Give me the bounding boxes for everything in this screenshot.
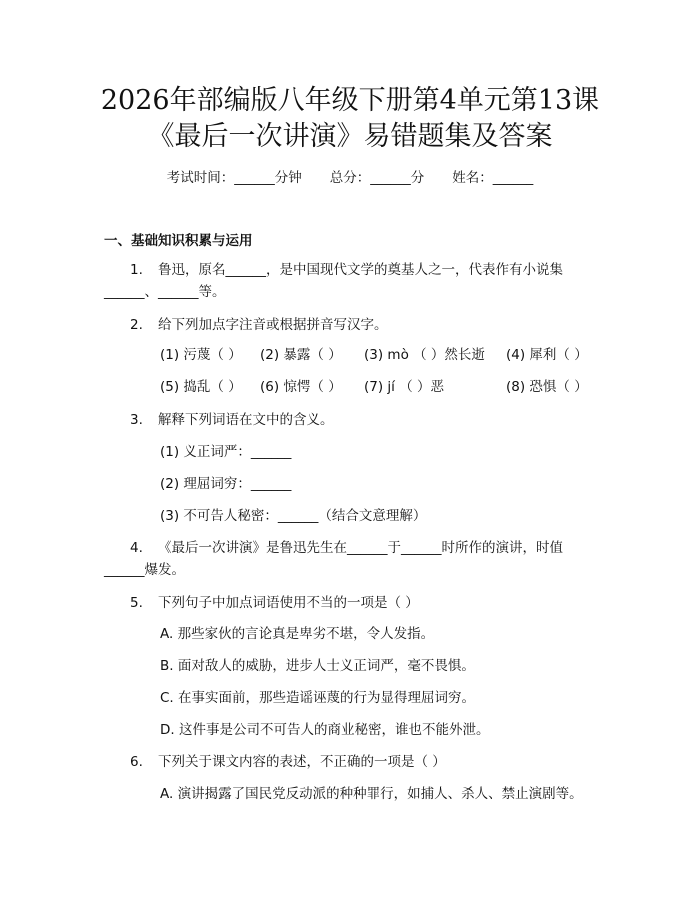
question-4: [104, 538, 563, 558]
question-4-continuation: ______爆发。: [104, 562, 185, 578]
title-line-2: 《最后一次讲演》易错题集及答案: [147, 121, 553, 152]
question-1-continuation: ______、______等。: [104, 284, 226, 300]
question-number: 3.: [130, 412, 143, 428]
question-text: 鲁迅，原名______，是中国现代文学的奠基人之一，代表作有小说集: [158, 262, 563, 278]
question-6: [104, 752, 446, 772]
question-2: [104, 315, 388, 335]
pinyin-item: (6) 惊愕（ ）: [260, 379, 342, 395]
exam-meta: [0, 168, 700, 188]
question-2-row-1: [160, 345, 588, 365]
answer-option: A. 演讲揭露了国民党反动派的种种罪行，如捕人、杀人、禁止演剧等。: [160, 786, 583, 802]
question-3: [104, 410, 334, 430]
definition-item: (1) 义正词严：______: [160, 444, 292, 460]
question-number: 5.: [130, 595, 143, 611]
pinyin-item: (4) 犀利（ ）: [506, 347, 588, 363]
answer-option: C. 在事实面前，那些造谣诬蔑的行为显得理屈词穷。: [160, 690, 476, 706]
exam-time: 考试时间：______分钟: [166, 170, 302, 186]
pinyin-item: (8) 恐惧（ ）: [506, 379, 588, 395]
question-number: 6.: [130, 754, 143, 770]
definition-item: (3) 不可告人秘密：______（结合文意理解）: [160, 508, 427, 524]
question-text: 《最后一次讲演》是鲁迅先生在______于______时所作的演讲，时值: [158, 540, 563, 556]
question-2-row-2: [160, 377, 588, 397]
answer-option: B. 面对敌人的威胁，进步人士义正词严，毫不畏惧。: [160, 658, 475, 674]
question-5: [104, 593, 419, 613]
question-text: 解释下列词语在文中的含义。: [158, 412, 334, 428]
pinyin-item: (1) 污蔑（ ）: [160, 347, 242, 363]
section-heading: 一、基础知识积累与运用: [104, 233, 253, 249]
title-line-1: 2026年部编版八年级下册第4单元第13课: [100, 85, 600, 116]
pinyin-item: (3) mò （ ）然长逝: [364, 347, 485, 363]
question-text: 下列句子中加点词语使用不当的一项是（ ）: [158, 595, 419, 611]
exam-score: 总分：______分: [329, 170, 425, 186]
question-1: [104, 260, 563, 280]
pinyin-item: (5) 捣乱（ ）: [160, 379, 242, 395]
question-text: 给下列加点字注音或根据拼音写汉字。: [158, 317, 388, 333]
student-name: 姓名：______: [452, 170, 534, 186]
definition-item: (2) 理屈词穷：______: [160, 476, 292, 492]
question-number: 1.: [130, 262, 143, 278]
answer-option: D. 这件事是公司不可告人的商业秘密，谁也不能外泄。: [160, 722, 490, 738]
question-number: 4.: [130, 540, 143, 556]
answer-option: A. 那些家伙的言论真是卑劣不堪，令人发指。: [160, 626, 435, 642]
pinyin-item: (2) 暴露（ ）: [260, 347, 342, 363]
question-number: 2.: [130, 317, 143, 333]
pinyin-item: (7) jí （ ）恶: [364, 379, 444, 395]
question-text: 下列关于课文内容的表述，不正确的一项是（ ）: [158, 754, 446, 770]
